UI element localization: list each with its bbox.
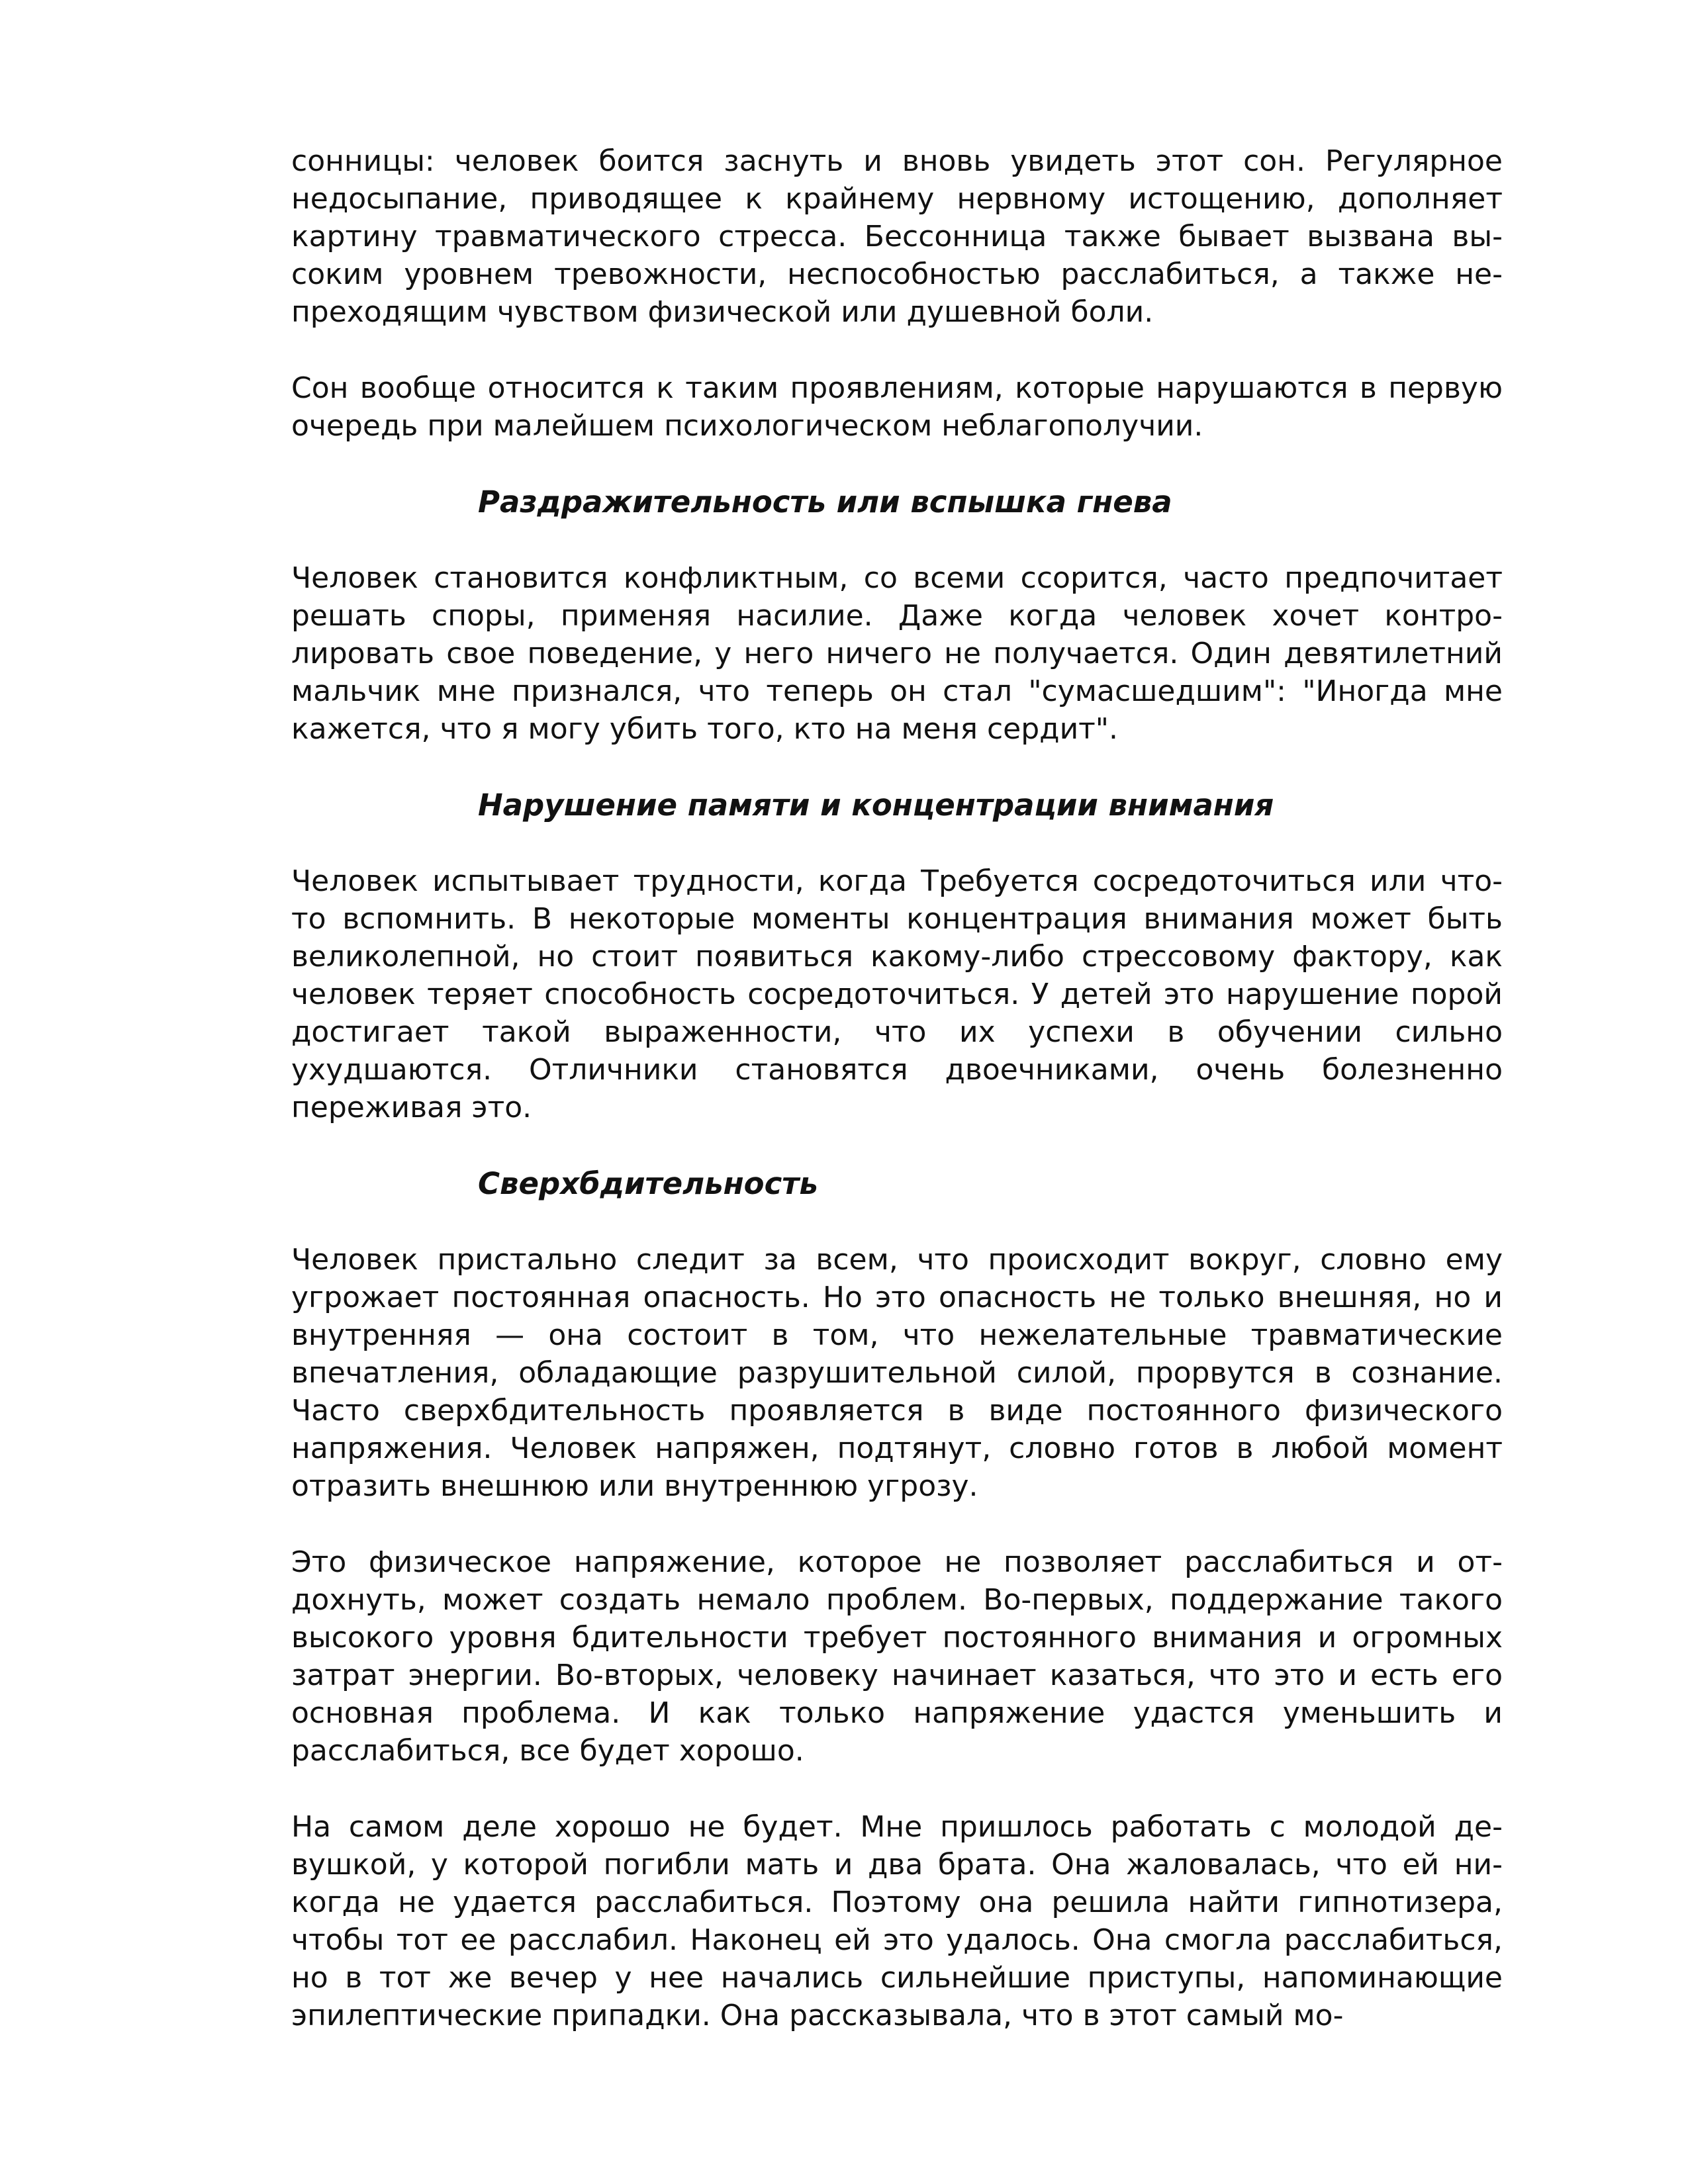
- paragraph-memory: Человек испытывает трудности, когда Требуется сосредоточиться или что-то вспомнить. В некоторые моменты концентрация внимания может быть великолепной, но стоит появиться какому-либо стрессовому фактору, как человек теряет способность сосредоточиться. У детей это нарушение порой достигает такой выраженности, что их успехи в обучении сильно ухудшаются. Отличники становятся двоечниками, очень болезненно переживая это.: [291, 864, 1503, 1124]
- intro-paragraph-insomnia: сонницы: человек боится заснуть и вновь увидеть этот сон. Регулярное недосыпание, приводящее к крайнему нервному истощению, дополняет картину травматического стресса. Бессонница также бывает вызвана высоким уровнем тревожности, неспособностью расслабиться, а также непреходящим чувством физической или душевной боли.: [291, 144, 1503, 329]
- paragraph-hypervigilance-2: Это физическое напряжение, которое не позволяет расслабиться и отдохнуть, может создать немало проблем. Во-первых, поддержание такого высокого уровня бдительности требует постоянного внимания и огромных затрат энергии. Во-вторых, человеку начинает казаться, что это и есть его основная проблема. И как только напряжение удастся уменьшить и расслабиться, все будет хорошо.: [291, 1545, 1503, 1768]
- heading-hypervigilance: Сверхбдительность: [478, 1166, 818, 1201]
- heading-memory: Нарушение памяти и концентрации внимания: [478, 788, 1274, 823]
- intro-paragraph-sleep: Сон вообще относится к таким проявлениям, которые нарушаются в первую очередь при малейшем психологическом неблагополучии.: [291, 371, 1503, 443]
- heading-irritability: Раздражительность или вспышка гнева: [478, 484, 1172, 520]
- page-content: [291, 142, 1503, 2073]
- paragraph-hypervigilance-1: Человек пристально следит за всем, что происходит вокруг, словно ему угрожает постоянная опасность. Но это опасность не только внешняя, но и внутренняя — она состоит в том, что нежелательные травматические впечатления, обладающие разрушительной силой, прорвутся в сознание. Часто сверхбдительность проявляется в виде постоянного физического напряжения. Человек напряжен, подтянут, словно готов в любой момент отразить внешнюю или внутреннюю угрозу.: [291, 1243, 1503, 1503]
- paragraph-hypervigilance-3: На самом деле хорошо не будет. Мне пришлось работать с молодой девушкой, у которой погибли мать и два брата. Она жаловалась, что ей никогда не удается расслабиться. Поэтому она решила найти гипнотизера, чтобы тот ее расслабил. Наконец ей это удалось. Она смогла расслабиться, но в тот же вечер у нее начались сильнейшие приступы, напоминающие эпилептические припадки. Она рассказывала, что в этот самый мо-: [291, 1810, 1503, 2032]
- paragraph-irritability: Человек становится конфликтным, со всеми ссорится, часто предпочитает решать споры, применяя насилие. Даже когда человек хочет контролировать свое поведение, у него ничего не получается. Один девятилетний мальчик мне признался, что теперь он стал "сумасшедшим": "Иногда мне кажется, что я могу убить того, кто на меня сердит".: [291, 561, 1503, 746]
